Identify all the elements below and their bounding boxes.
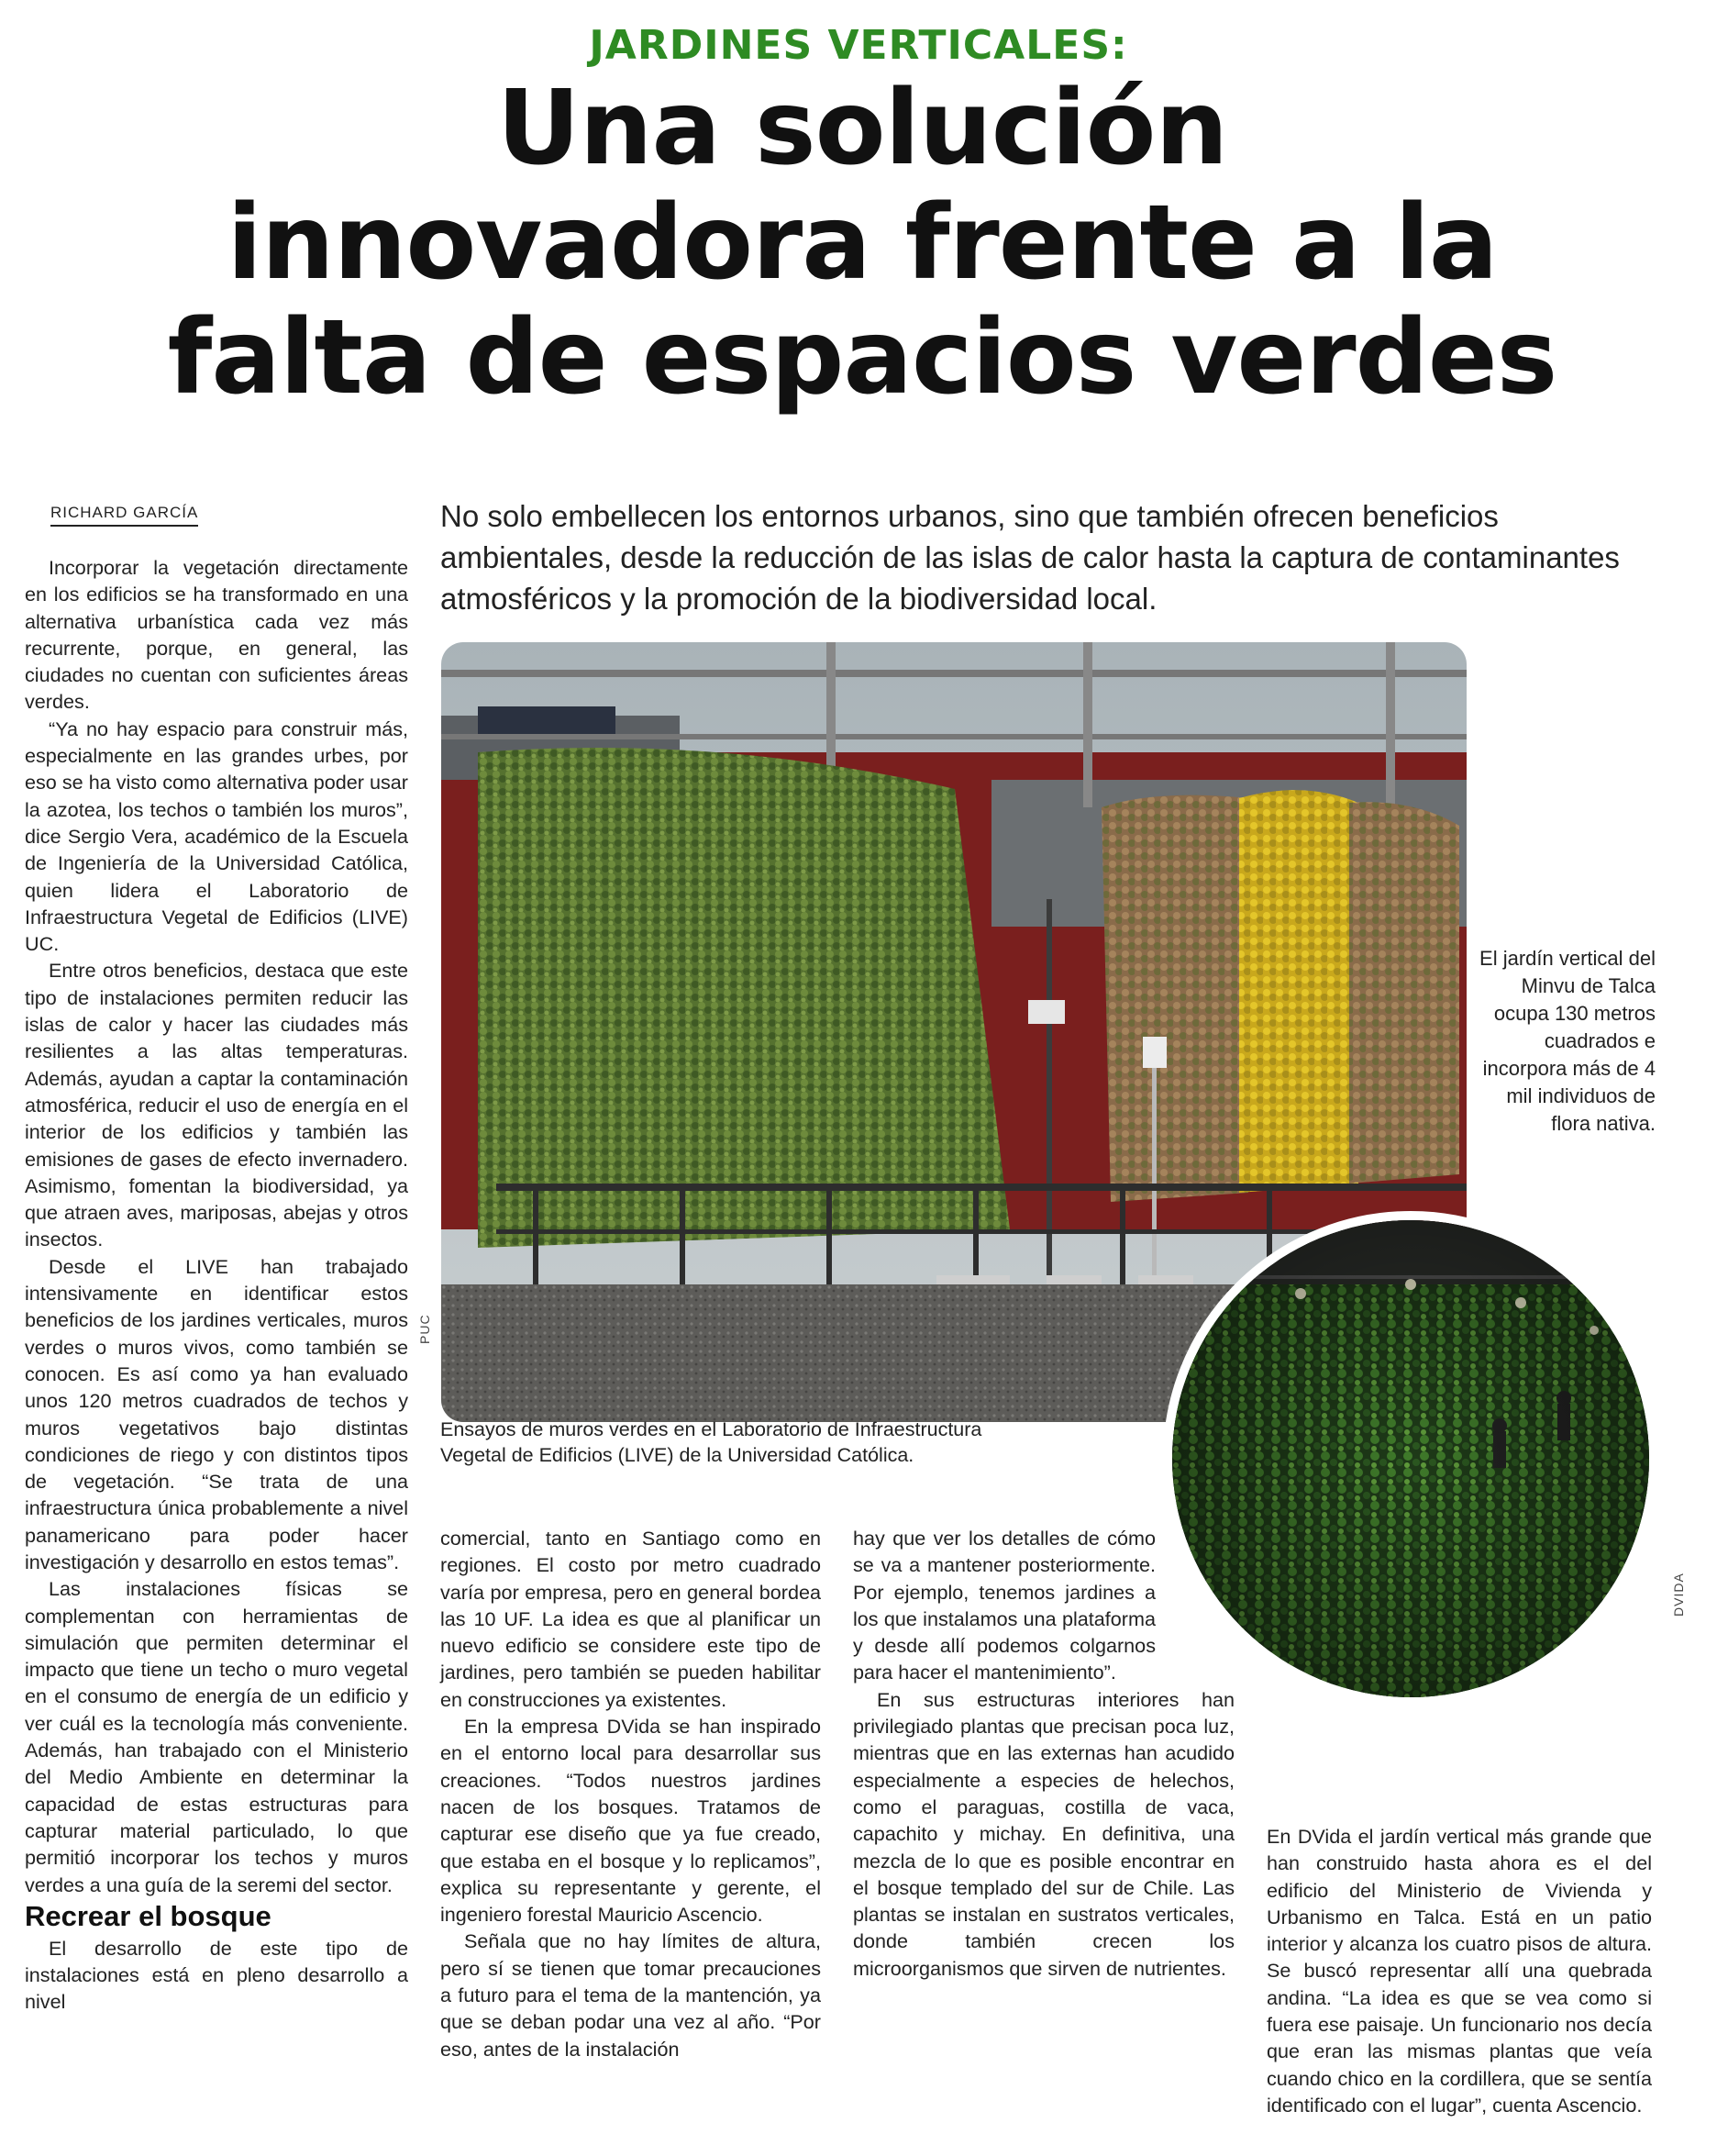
paragraph: En la empresa DVida se han inspirado en el entorno local para desarrollar sus creaciones. “Todos nuestros jardines nacen de los bosques. Tratamos de capturar ese diseño que ya fue creado, que estaba en el bosque y lo replicamos”, explica su representante y gerente, el ingeniero forestal Mauricio Ascencio. xyxy=(440,1715,821,1927)
paragraph: Desde el LIVE han trabajado intensivamente en identificar estos beneficios de los jardines verticales, muros verdes o muros vivos, como también se conocen. Es así como ya han evaluado unos 120 metros cuadrados de techos y muros vegetativos bajo distintas condiciones de riego y con distintos tipos de vegetación. “Se trata de una infraestructura única probablemente a nivel panamericano para poder hacer investigación y desarrollo en estos temas”. xyxy=(25,1254,408,1573)
interior-garden-illustration xyxy=(1172,1220,1649,1697)
photo-credit-dvida: DVIDA xyxy=(1671,1573,1686,1617)
side-photo-caption: El jardín vertical del Minvu de Talca ocupa 130 metros cuadrados e incorpora más de 4 mil individuos de flora nativa. xyxy=(1479,947,1656,1135)
paragraph: comercial, tanto en Santiago como en regiones. El costo por metro cuadrado varía por empresa, pero en general bordea las 10 UF. La idea es que al planificar un nuevo edificio se considere este tipo de jardines, pero también se pueden habilitar en construcciones ya existentes. xyxy=(440,1527,821,1711)
article-column-1 xyxy=(25,554,408,2016)
article-column-3 xyxy=(853,1525,1235,1982)
circle-photo-interior-garden xyxy=(1163,1211,1658,1706)
byline: RICHARD GARCÍA xyxy=(50,504,198,527)
headline xyxy=(37,69,1688,417)
article-column-4 xyxy=(1267,1823,1652,2118)
article-column-2 xyxy=(440,1525,821,2062)
paragraph: “Ya no hay espacio para construir más, especialmente en las grandes urbes, por eso se ha visto como alternativa poder usar la azotea, los techos o también los muros”, dice Sergio Vera, académico de la Escuela de Ingeniería de la Universidad Católica, quien lidera el Laboratorio de Infraestructura Vegetal de Edificios (LIVE) UC. xyxy=(25,717,408,956)
paragraph: Señala que no hay límites de altura, pero sí se tienen que tomar precauciones a futuro para el tema de la mantención, ya que se deban podar una vez al año. “Por eso, antes de la instalación xyxy=(440,1929,821,2061)
paragraph: Las instalaciones físicas se complementan con herramientas de simulación que permiten determinar el impacto que tiene un techo o muro vegetal en el consumo de energía de un edificio y ver cuál es la tecnología más conveniente. Además, han trabajado con el Ministerio del Medio Ambiente en determinar la capacidad de estas estructuras para capturar material particulado, lo que permitió incorporar los techos y muros verdes a una guía de la seremi del sector. xyxy=(25,1577,408,1896)
section-subheading: Recrear el bosque xyxy=(25,1899,271,1932)
paragraph: Entre otros beneficios, destaca que este tipo de instalaciones permiten reducir las islas de calor y hacer las ciudades más resilientes a las altas temperaturas. Además, ayudan a captar la contaminación atmosférica, reducir el uso de energía en el interior de los edificios y también las emisiones de gases de efecto invernadero. Asimismo, fomentan la biodiversidad, ya que atraen aves, mariposas, abejas y otros insectos. xyxy=(25,959,408,1251)
paragraph: El desarrollo de este tipo de instalaciones está en pleno desarrollo a nivel xyxy=(25,1936,408,2014)
photo-credit-puc: PUC xyxy=(417,1314,432,1344)
deck-subtitle: No solo embellecen los entornos urbanos, sino que también ofrecen beneficios ambientales, desde la reducción de las islas de calor hasta la captura de contaminantes atmosféricos y la promoción de la biodiversidad local. xyxy=(440,499,1620,616)
paragraph: En sus estructuras interiores han privilegiado plantas que precisan poca luz, mientras que en las externas han acudido especialmente a especies de helechos, como el paraguas, costilla de vaca, capachito y michay. En definitiva, una mezcla de lo que es posible encontrar en el bosque templado del sur de Chile. Las plantas se instalan en sustratos verticales, donde también crecen los microorganismos que sirven de nutrientes. xyxy=(853,1687,1235,1980)
headline-line-2: innovadora frente a la xyxy=(227,183,1498,303)
section-kicker: JARDINES VERTICALES: xyxy=(589,22,1128,69)
headline-line-1: Una solución xyxy=(496,69,1228,188)
main-photo-caption: Ensayos de muros verdes en el Laboratorio de Infraestructura Vegetal de Edificios (LIVE) de la Universidad Católica. xyxy=(440,1418,982,1466)
paragraph: Incorporar la vegetación directamente en los edificios se ha transformado en una alternativa urbanística cada vez más recurrente, porque, en general, las ciudades no cuentan con suficientes áreas verdes. xyxy=(25,556,408,714)
headline-line-3: falta de espacios verdes xyxy=(167,298,1557,417)
paragraph: hay que ver los detalles de cómo se va a mantener posteriormente. Por ejemplo, tenemos jardines a los que instalamos una plataforma y desde allí podemos colgarnos para hacer el mantenimiento”. xyxy=(853,1527,1156,1684)
paragraph: En DVida el jardín vertical más grande que han construido hasta ahora es el del edificio del Ministerio de Vivienda y Urbanismo en Talca. Está en un patio interior y alcanza los cuatro pisos de altura. Se buscó representar allí una quebrada andina. “La idea es que se vea como si fuera ese paisaje. Un funcionario nos decía que eran las mismas plantas que veía cuando chico en la cordillera, que se sentía identificado con el lugar”, cuenta Ascencio. xyxy=(1267,1825,1652,2117)
